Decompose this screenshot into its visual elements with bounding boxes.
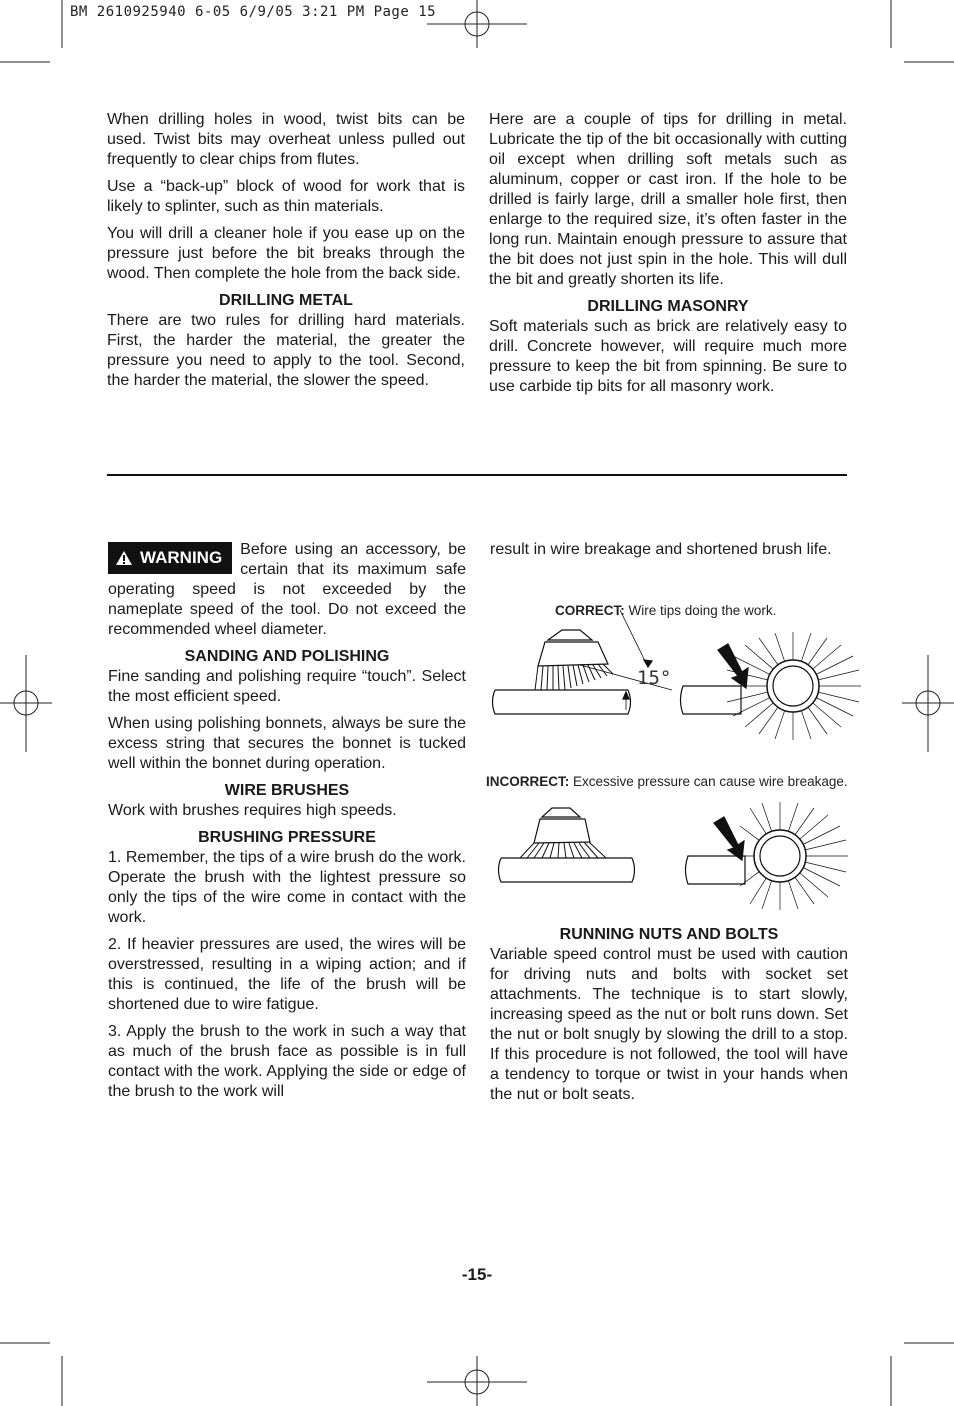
registration-mark-left — [0, 655, 52, 752]
drilling-masonry-heading: DRILLING MASONRY — [587, 298, 749, 315]
top-left-column — [107, 110, 465, 398]
sanding-heading: SANDING AND POLISHING — [184, 648, 390, 665]
incorrect-label: INCORRECT: — [486, 774, 570, 789]
brushing-pressure-paragraph-1: 1. Remember, the tips of a wire brush do the work. Operate the brush with the lightest pressure so only the tips of the wire come in contact with the work. — [108, 849, 466, 926]
wire-brushes-heading: WIRE BRUSHES — [224, 782, 350, 799]
warning-triangle-icon — [116, 551, 132, 565]
bottom-left-column — [108, 540, 466, 1109]
sanding-paragraph-2: When using polishing bonnets, always be sure the excess string that secures the bonnet is tucked well within the bonnet during operation. — [108, 715, 466, 772]
warning-text: Before using an accessory, be certain that its maximum safe operating speed is not exceeded by the nameplate speed of the tool. Do not exceed the recommended wheel diameter. — [108, 541, 466, 638]
correct-caption — [555, 603, 776, 618]
registration-mark-top — [427, 0, 527, 48]
drilling-metal-paragraph: There are two rules for drilling hard materials. First, the harder the material, the greater the pressure you need to apply to the tool. Second, the harder the material, the slower the speed. — [107, 312, 465, 389]
nuts-bolts-paragraph: Variable speed control must be used with caution for driving nuts and bolts with socket set attachments. The technique is to start slowly, increasing speed as the nut or bolt runs down. Set the nut or bolt snugly by slowing the drill to a stop. If this procedure is not followed, the tool will have a tendency to torque or twist in your hands when the nut or bolt seats. — [490, 946, 848, 1103]
nuts-bolts-section — [490, 919, 848, 1112]
drilling-masonry-paragraph: Soft materials such as brick are relatively easy to drill. Concrete however, will require much more pressure to keep the bit from spinning. Be sure to use carbide tip bits for all masonry work. — [489, 318, 847, 395]
metal-tips-paragraph: Here are a couple of tips for drilling in metal. Lubricate the tip of the bit occasionally with cutting oil except when drilling soft metals such as aluminum, copper or cast iron. If the hole to be drilled is fairly large, drill a smaller hole first, then enlarge to the required size, it’s often faster in the long run. Maintain enough pressure to assure that the bit does not just spin in the hole. This will dull the bit and greatly shorten its life. — [489, 111, 847, 288]
drilling-metal-heading: DRILLING METAL — [219, 292, 353, 309]
registration-mark-bottom — [427, 1356, 527, 1406]
correct-text: Wire tips doing the work. — [628, 603, 777, 618]
wood-bits-paragraph: When drilling holes in wood, twist bits can be used. Twist bits may overheat unless pulled out frequently to clear chips from flutes. — [107, 111, 465, 168]
print-slug: BM 2610925940 6-05 6/9/05 3:21 PM Page 15 — [70, 4, 437, 20]
brushing-pressure-paragraph-3: 3. Apply the brush to the work in such a way that as much of the brush face as possible is in full contact with the work. Applying the side or edge of the brush to the work will — [108, 1023, 466, 1100]
correct-label: CORRECT: — [555, 603, 625, 618]
bottom-right-continuation — [490, 540, 848, 567]
incorrect-text: Excessive pressure can cause wire breakage. — [573, 774, 848, 789]
correct-brush-illustration — [493, 610, 862, 740]
wire-brushes-paragraph: Work with brushes requires high speeds. — [108, 802, 397, 819]
warning-label: WARNING — [140, 548, 223, 567]
registration-mark-right — [902, 655, 954, 752]
nuts-bolts-heading: RUNNING NUTS AND BOLTS — [559, 926, 779, 943]
incorrect-brush-illustration — [499, 802, 849, 910]
top-right-column — [489, 110, 847, 404]
backup-block-paragraph: Use a “back-up” block of wood for work that is likely to splinter, such as thin materials. — [107, 178, 465, 215]
section-divider — [107, 474, 847, 476]
page-number: -15- — [461, 1265, 493, 1284]
warning-paragraph — [108, 540, 466, 640]
brushing-pressure-heading: BRUSHING PRESSURE — [198, 829, 376, 846]
incorrect-caption — [486, 774, 848, 789]
angle-label: 15° — [637, 667, 672, 689]
sanding-paragraph-1: Fine sanding and polishing require “touch”. Select the most efficient speed. — [108, 668, 466, 705]
continuation-paragraph: result in wire breakage and shortened brush life. — [490, 541, 832, 558]
brushing-pressure-paragraph-2: 2. If heavier pressures are used, the wires will be overstressed, resulting in a wiping action; and if this is continued, the life of the brush will be shortened due to wire fatigue. — [108, 936, 466, 1013]
clean-hole-paragraph: You will drill a cleaner hole if you ease up on the pressure just before the bit breaks through the wood. Then complete the hole from the back side. — [107, 225, 465, 282]
warning-badge — [108, 542, 232, 574]
